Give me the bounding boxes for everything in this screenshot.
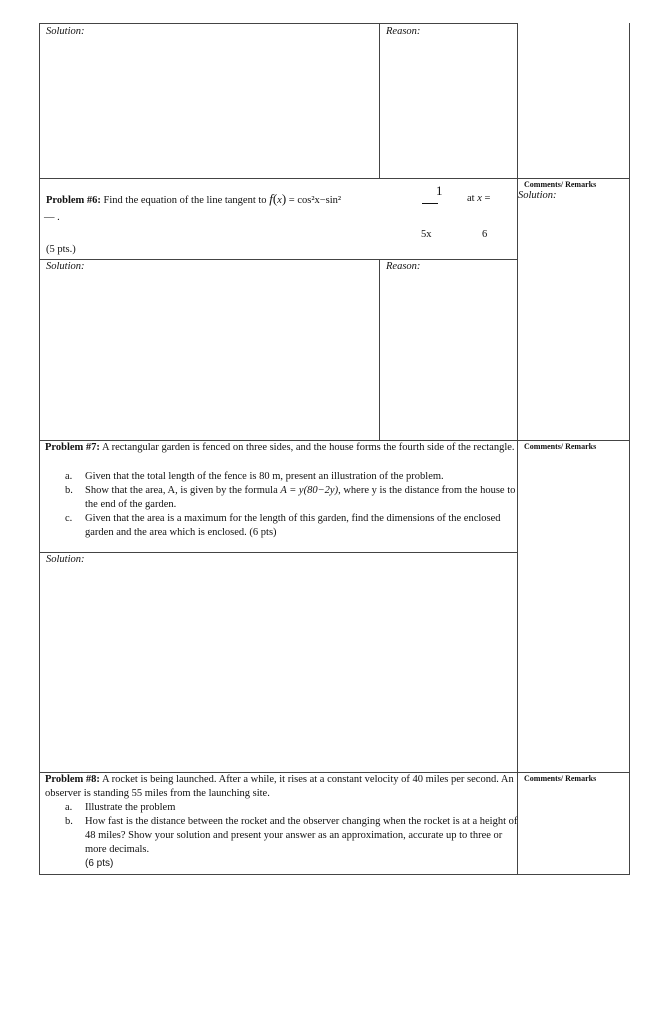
list-item — [65, 801, 519, 815]
list-item — [65, 815, 519, 857]
rule — [629, 23, 630, 875]
item-text: Illustrate the problem — [85, 802, 176, 813]
fraction-bar — [422, 203, 438, 204]
rule — [379, 23, 380, 178]
fraction-dash: — . — [44, 212, 60, 223]
comments-remarks-label: Comments/ Remarks — [524, 442, 597, 451]
at-text: at — [467, 193, 475, 204]
item-text: How fast is the distance between the rocket and the observer changing when the rocket is at a height of 48 miles? Show your solution and present your answer as an approximation, accurate up to three or more decimals. — [85, 816, 518, 855]
rule — [39, 552, 518, 553]
item-marker: a. — [65, 471, 73, 482]
fraction-numerator: 1 — [436, 183, 443, 198]
problem-text: A rectangular garden is fenced on three sides, and the house forms the fourth side of the rectangle. — [101, 442, 515, 453]
item-text — [85, 484, 519, 512]
rule — [39, 23, 40, 875]
problem-title: Problem #7: — [45, 442, 100, 453]
problem-text: Find the equation of the line tangent to — [103, 195, 267, 206]
points-label: (5 pts.) — [46, 244, 76, 255]
function-expression: = cos²x−sin² — [288, 195, 342, 206]
item-text: Given that the area is a maximum for the length of this garden, find the dimensions of the enclosed garden and the area which is enclosed. (6 pts) — [85, 513, 501, 538]
problem-text: A rocket is being launched. After a while, it rises at a constant velocity of 40 miles per second. An observer is standing 55 miles from the launching site. — [45, 774, 514, 799]
item-marker: b. — [65, 485, 73, 496]
points-label: (6 pts) — [85, 858, 114, 869]
problem-6-statement — [46, 191, 341, 207]
comments-remarks-label: Comments/ Remarks — [524, 180, 597, 189]
comments-remarks-label: Comments/ Remarks — [524, 774, 597, 783]
problem-7-statement — [45, 441, 519, 455]
fraction-denominator: 5x — [421, 229, 432, 240]
rule — [39, 874, 630, 875]
item-text-after: , where y is the distance from the house to the end of the garden. — [85, 485, 516, 510]
math-paren: ( — [272, 191, 278, 206]
function-var: x — [277, 195, 282, 206]
solution-label: Solution: — [46, 26, 85, 37]
area-formula: A = y(80−2y) — [280, 485, 339, 496]
rule — [39, 259, 518, 260]
problem-8-items — [65, 801, 519, 871]
list-item — [65, 470, 519, 484]
problem-title: Problem #8: — [45, 774, 100, 785]
item-marker: c. — [65, 513, 73, 524]
item-marker: b. — [65, 816, 73, 827]
at-x-equals — [467, 193, 490, 204]
list-item — [65, 512, 519, 540]
at-eq: = — [484, 193, 491, 204]
function-name: f — [269, 191, 273, 206]
item-text-before: Show that the area, A, is given by the formula — [85, 485, 278, 496]
math-paren: ) — [281, 191, 287, 206]
item-text: Given that the total length of the fence is 80 m, present an illustration of the problem. — [85, 471, 444, 482]
rule — [39, 23, 518, 24]
rule — [379, 259, 380, 440]
remarks-solution-label: Solution: — [518, 190, 557, 201]
at-var: x — [477, 193, 482, 204]
rule — [39, 178, 630, 179]
item-marker: a. — [65, 802, 73, 813]
reason-label: Reason: — [386, 261, 421, 272]
x-value: 6 — [482, 229, 488, 240]
reason-label: Reason: — [386, 26, 421, 37]
list-item — [65, 484, 519, 512]
problem-7-items — [65, 470, 519, 540]
problem-8-statement — [45, 773, 515, 801]
problem-title: Problem #6: — [46, 195, 101, 206]
solution-label: Solution: — [46, 554, 85, 565]
solution-label: Solution: — [46, 261, 85, 272]
